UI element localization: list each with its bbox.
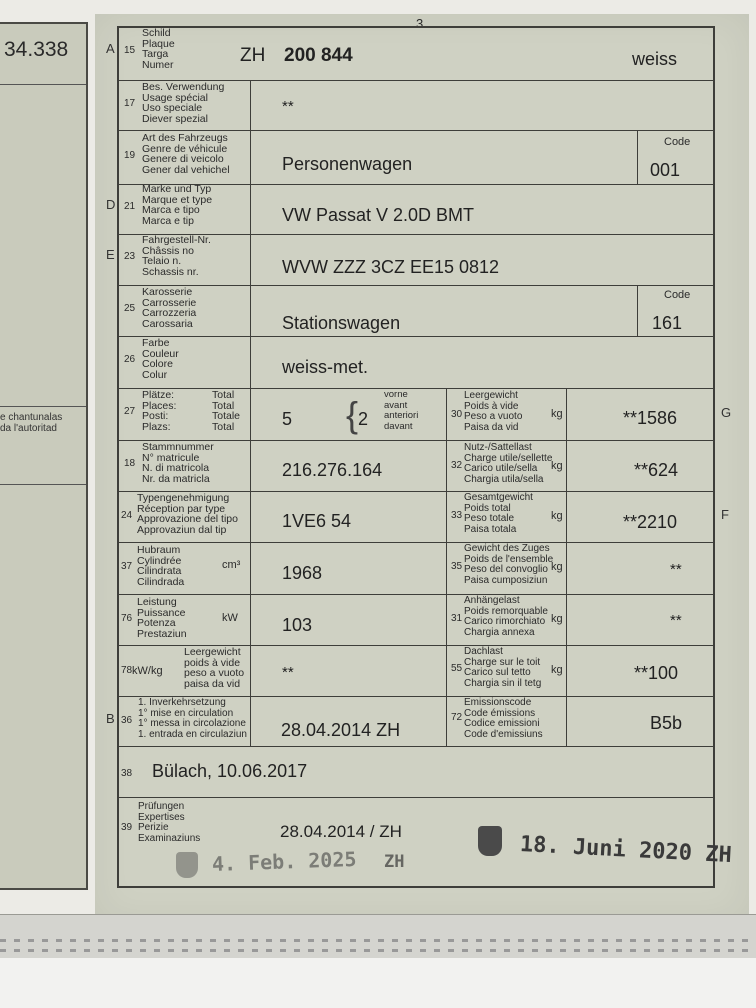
seats-front-label	[384, 390, 418, 432]
label-line: Plaque	[142, 37, 175, 50]
train-weight-value: **	[670, 561, 682, 578]
body-label	[142, 287, 196, 329]
field-number: 25	[124, 303, 136, 314]
label-line: Leistung	[137, 596, 177, 608]
label-line: Marke und Typ	[142, 183, 212, 195]
type-approval-label	[137, 493, 238, 535]
plate-canton: ZH	[240, 45, 266, 66]
type-number-label	[142, 442, 214, 484]
label-line: 1. Inverkehrsetzung	[138, 697, 226, 708]
zurich-seal-icon	[176, 852, 198, 878]
label-line: Puissance	[137, 606, 186, 619]
label-line: Bes. Verwendung	[142, 81, 225, 93]
inspection-stamp-canton: ZH	[384, 852, 405, 872]
row-divider	[117, 285, 715, 286]
label-line: Prüfungen	[138, 801, 185, 812]
field-number: 21	[124, 201, 136, 212]
roof-load-value: **100	[634, 663, 679, 683]
label-line: Carossaria	[142, 317, 193, 330]
unit-label: kg	[551, 561, 563, 573]
trailer-load-label	[464, 596, 548, 638]
label-line: Paisa da vid	[464, 421, 519, 433]
inspection-stamp-faded: 4. Feb. 2025	[211, 846, 357, 876]
empty-weight-label	[464, 391, 522, 433]
label-line: vorne	[384, 389, 408, 400]
body-code: 161	[652, 313, 683, 333]
label-line: Charge sur le toit	[464, 656, 541, 668]
make-model-value: VW Passat V 2.0D BMT	[282, 205, 475, 225]
label-line: avant	[384, 399, 408, 411]
label-line: Expertises	[138, 811, 185, 823]
label-line: Nr. da matricla	[142, 472, 210, 485]
zurich-seal-icon	[478, 826, 502, 856]
label-line: Gewicht des Zuges	[464, 543, 550, 554]
label-line: Poids à vide	[464, 400, 519, 412]
field-number: 39	[121, 822, 133, 833]
label-line: Charge utile/sellette	[464, 452, 553, 464]
row-divider	[117, 542, 715, 543]
seats-total-value: 5	[282, 409, 293, 429]
label-line: Approvazione del tipo	[137, 513, 238, 525]
label-line: paisa da vid	[184, 677, 241, 690]
displacement-label	[137, 545, 184, 587]
field-number: 35	[451, 561, 463, 572]
label-line: Karosserie	[142, 286, 193, 298]
label-line: Fahrgestell-Nr.	[142, 234, 211, 246]
plate-color: weiss	[632, 49, 678, 69]
row-letter-b: B	[106, 711, 115, 726]
label-line: peso a vuoto	[184, 667, 245, 679]
unit-label: kg	[551, 664, 563, 676]
label-line: Total	[212, 389, 235, 401]
plate-label	[142, 28, 175, 70]
label-line: Couleur	[142, 347, 179, 360]
label-line: Code d'emissiuns	[464, 728, 543, 740]
field-number: 76	[121, 613, 133, 624]
vehicle-type-value: Personenwagen	[282, 154, 413, 174]
field-number: 30	[451, 409, 463, 420]
unit-label: kg	[551, 408, 563, 420]
left-divider	[0, 484, 86, 485]
row-letter-g: G	[721, 405, 732, 420]
label-line: Stammnummer	[142, 441, 214, 453]
label-line: Carrosserie	[142, 296, 197, 309]
label-line: Examinaziuns	[138, 832, 201, 844]
special-use-label	[142, 82, 224, 124]
emission-code-value: B5b	[650, 713, 683, 733]
label-line: Schassis nr.	[142, 265, 199, 278]
label-line: Emissionscode	[464, 697, 532, 708]
chassis-value: WVW ZZZ 3CZ EE15 0812	[282, 257, 500, 277]
field-number: 27	[124, 406, 136, 417]
body-value: Stationswagen	[282, 313, 401, 333]
row-letter-e: E	[106, 247, 115, 262]
label-line: Numer	[142, 58, 174, 71]
power-ratio-prefix: kW/kg	[132, 665, 163, 677]
label-line: Chargia annexa	[464, 626, 535, 638]
vehicle-type-code: 001	[650, 160, 681, 180]
seats-bracket: {	[346, 394, 359, 435]
inspections-label	[138, 802, 200, 844]
label-line: Gener dal vehichel	[142, 163, 230, 176]
label-line: Targa	[142, 48, 169, 60]
label-line: Places:	[142, 399, 177, 412]
unit-label: kg	[551, 460, 563, 472]
vehicle-type-label	[142, 133, 230, 175]
label-line: Peso del convoglio	[464, 564, 548, 575]
label-line: Paisa cumposiziun	[464, 574, 548, 586]
label-line: Diever spezial	[142, 112, 208, 125]
make-model-label	[142, 184, 212, 226]
label-line: Nutz-/Sattellast	[464, 442, 532, 453]
label-line: Cilindrata	[137, 565, 182, 577]
label-line: Dachlast	[464, 646, 503, 657]
label-line: Marca e tip	[142, 214, 194, 227]
label-line: Art des Fahrzeugs	[142, 132, 228, 144]
label-line: Paisa totala	[464, 523, 517, 535]
label-line: N° matricule	[142, 451, 200, 464]
label-line: Carico sul tetto	[464, 667, 531, 678]
field-number: 55	[451, 663, 463, 674]
label-line: Totale	[212, 410, 241, 422]
label-line: Posti:	[142, 410, 169, 422]
label-line: Châssis no	[142, 244, 194, 257]
left-page-number: 34.338	[4, 38, 69, 61]
unit-label: kg	[551, 510, 563, 522]
row-divider	[117, 130, 715, 131]
seats-label	[142, 390, 176, 432]
gross-weight-label	[464, 493, 533, 535]
label-line: Farbe	[142, 337, 170, 349]
first-registration-value: 28.04.2014 ZH	[281, 720, 401, 740]
field-number: 23	[124, 251, 136, 262]
label-line: Poids remorquable	[464, 605, 548, 617]
label-line: Leergewicht	[464, 390, 518, 401]
row-letter-f: F	[721, 507, 729, 522]
issue-place-date: Bülach, 10.06.2017	[152, 761, 308, 781]
label-column-divider	[250, 80, 251, 746]
row-divider	[117, 388, 715, 389]
label-line: 1° mise en circulation	[138, 707, 234, 719]
code-label: Code	[664, 136, 691, 148]
empty-weight-value: **1586	[623, 408, 678, 428]
label-line: Typengenehmigung	[137, 492, 230, 504]
special-use-value: **	[282, 98, 294, 115]
train-weight-label	[464, 544, 553, 586]
code-label: Code	[664, 289, 691, 301]
label-line: Total	[212, 399, 235, 412]
code-column-divider	[637, 285, 638, 336]
unit-label: cm³	[222, 559, 241, 571]
label-line: Chargia utila/sella	[464, 473, 544, 485]
label-line: Réception par type	[137, 502, 226, 515]
label-line: Carrozzeria	[142, 307, 197, 319]
label-line: Plätze:	[142, 389, 175, 401]
power-value: 103	[282, 615, 313, 635]
displacement-value: 1968	[282, 563, 323, 583]
power-ratio-label	[184, 647, 244, 689]
field-number: 15	[124, 45, 136, 56]
label-line: Cilindrada	[137, 575, 185, 588]
left-page	[0, 22, 88, 890]
label-line: Cylindrée	[137, 554, 182, 567]
field-number: 38	[121, 768, 133, 779]
table-surface	[0, 958, 756, 1008]
page-number: 3	[416, 16, 424, 31]
sleeve-stitching	[0, 949, 756, 952]
seats-front-value: 2	[358, 409, 369, 429]
power-ratio-value: **	[282, 664, 294, 681]
label-line: Hubraum	[137, 544, 181, 556]
field-number: 32	[451, 460, 463, 471]
label-line: Genre de véhicule	[142, 142, 228, 155]
emission-code-label	[464, 698, 543, 740]
label-line: Marca e tipo	[142, 204, 200, 216]
chassis-label	[142, 235, 211, 277]
label-line: Genere di veicolo	[142, 153, 224, 165]
field-number: 78	[121, 665, 133, 676]
trailer-load-value: **	[670, 612, 682, 629]
roof-load-label	[464, 647, 541, 689]
left-divider	[0, 84, 86, 85]
code-column-divider	[637, 130, 638, 184]
label-line: 1° messa in circolazione	[138, 718, 246, 729]
label-line: Uso speciale	[142, 102, 203, 114]
label-line: Leergewicht	[184, 646, 241, 658]
left-divider	[0, 406, 86, 407]
field-number: 31	[451, 613, 463, 624]
row-divider	[117, 594, 715, 595]
label-line: Schild	[142, 27, 171, 39]
plate-number: 200 844	[284, 45, 353, 66]
row-divider	[117, 746, 715, 747]
field-number: 72	[451, 712, 463, 723]
label-line: Peso a vuoto	[464, 411, 523, 422]
unit-label: kW	[222, 612, 238, 624]
row-divider	[117, 336, 715, 337]
label-line: Telaio n.	[142, 255, 182, 267]
label-line: Poids total	[464, 502, 511, 514]
label-line: anteriori	[384, 410, 419, 421]
gross-weight-value: **2210	[623, 512, 678, 532]
label-line: Code émissions	[464, 707, 536, 719]
field-number: 37	[121, 561, 133, 572]
payload-value: **624	[634, 460, 679, 480]
row-letter-a: A	[106, 41, 115, 56]
sleeve-stitching	[0, 939, 756, 942]
field-number: 17	[124, 98, 136, 109]
label-line: 1. entrada en circulaziun	[138, 728, 247, 740]
power-label	[137, 597, 187, 639]
label-line: Codice emissioni	[464, 718, 540, 729]
label-line: Poids de l'ensemble	[464, 553, 554, 565]
label-line: davant	[384, 420, 413, 432]
field-number: 33	[451, 510, 463, 521]
label-line: Total	[212, 420, 235, 433]
label-line: N. di matricola	[142, 462, 210, 474]
label-line: Peso totale	[464, 513, 515, 524]
paint-label	[142, 338, 179, 380]
middle-column-divider	[446, 388, 447, 746]
row-letter-d: D	[106, 197, 116, 212]
unit-label: kg	[551, 613, 563, 625]
row-divider	[117, 797, 715, 798]
type-number-value: 216.276.164	[282, 460, 383, 480]
inspection-value: 28.04.2014 / ZH	[280, 822, 402, 841]
label-line: Approvaziun dal tip	[137, 523, 227, 536]
value-column-divider	[566, 388, 567, 746]
label-line: Perizie	[138, 822, 169, 833]
label-line: Gesamtgewicht	[464, 492, 533, 503]
type-approval-value: 1VE6 54	[282, 511, 352, 531]
inspection-stamp: 18. Juni 2020 ZH	[519, 832, 733, 869]
label-line: Colore	[142, 358, 173, 370]
label-line: Carico rimorchiato	[464, 616, 546, 627]
left-page-text-line: da l'autoritad	[0, 423, 57, 434]
label-line: Prestaziun	[137, 627, 187, 640]
field-number: 26	[124, 354, 136, 365]
label-line: Chargia sin il tetg	[464, 677, 542, 689]
label-line: Carico utile/sella	[464, 463, 538, 474]
label-line: Colur	[142, 368, 168, 381]
field-number: 24	[121, 510, 133, 521]
left-page-text	[0, 412, 62, 434]
label-line: Potenza	[137, 617, 176, 629]
label-line: Anhängelast	[464, 595, 520, 606]
field-number: 18	[124, 458, 136, 469]
left-page-text-line: e chantunalas	[0, 412, 63, 423]
first-registration-label	[138, 698, 247, 740]
field-number: 36	[121, 715, 133, 726]
payload-label	[464, 443, 552, 485]
label-line: Plazs:	[142, 420, 171, 433]
seats-total-label	[212, 390, 240, 432]
label-line: Usage spécial	[142, 91, 208, 104]
label-line: Marque et type	[142, 193, 213, 206]
field-number: 19	[124, 150, 136, 161]
label-line: poids à vide	[184, 656, 241, 669]
paint-value: weiss-met.	[282, 357, 369, 377]
